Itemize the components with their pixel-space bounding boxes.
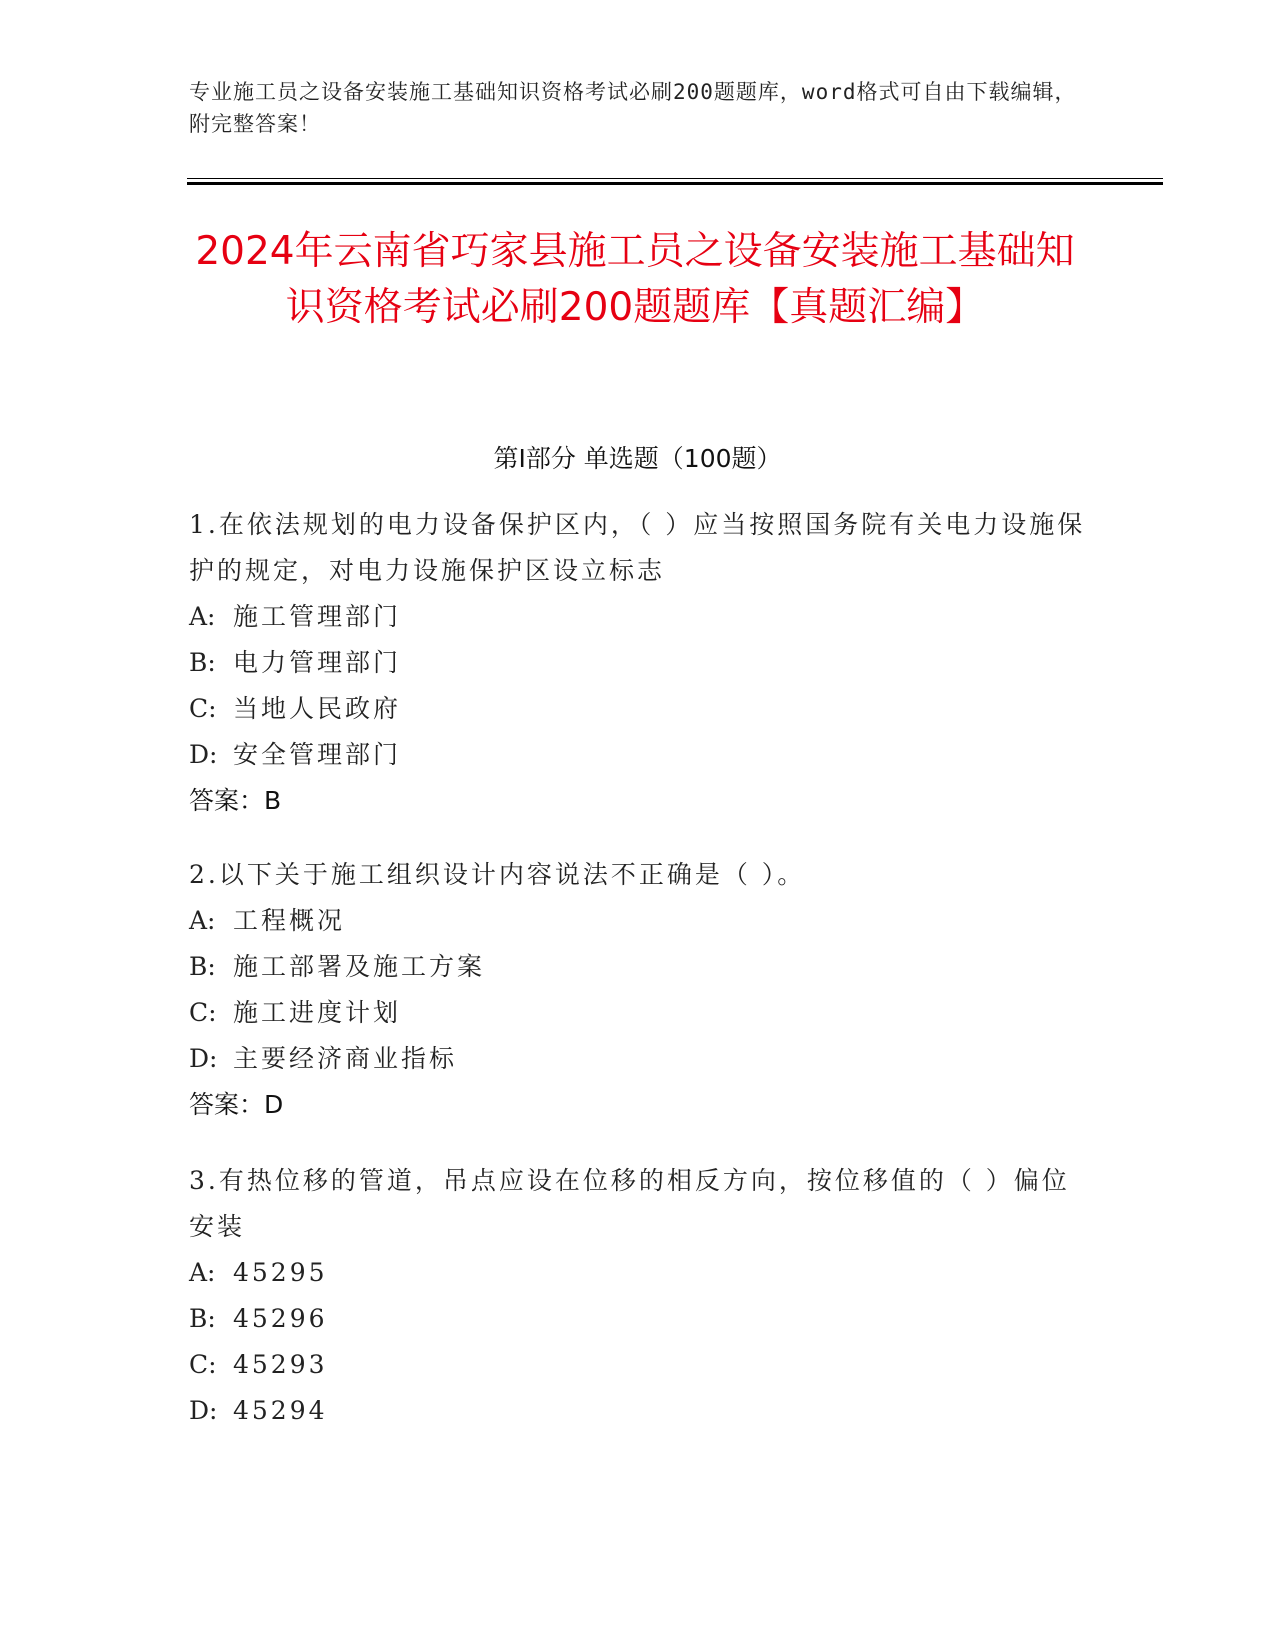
question-text: 3.有热位移的管道，吊点应设在位移的相反方向，按位移值的（ ）偏位安装	[189, 1166, 1070, 1241]
question-1	[189, 502, 1089, 824]
option-letter: A:	[189, 602, 216, 631]
option-text: 45293	[233, 1350, 328, 1379]
option-d	[189, 1388, 1089, 1434]
answer-label: 答案：B	[189, 786, 282, 815]
option-letter: C:	[189, 694, 217, 723]
option-b	[189, 944, 1089, 990]
question-2	[189, 852, 1089, 1128]
option-text: 电力管理部门	[233, 648, 402, 677]
option-c	[189, 1342, 1089, 1388]
option-text: 当地人民政府	[233, 694, 402, 723]
option-text: 45294	[233, 1396, 328, 1425]
option-letter: C:	[189, 1350, 217, 1379]
option-text: 施工进度计划	[233, 998, 402, 1027]
document-title: 2024年云南省巧家县施工员之设备安装施工基础知识资格考试必刷200题题库【真题汇编】	[195, 229, 1075, 330]
option-letter: D:	[189, 1044, 218, 1073]
option-a	[189, 594, 1089, 640]
option-d	[189, 1036, 1089, 1082]
option-letter: A:	[189, 1258, 216, 1287]
question-3	[189, 1158, 1089, 1434]
question-text: 2.以下关于施工组织设计内容说法不正确是（ ）。	[189, 860, 806, 889]
option-text: 主要经济商业指标	[233, 1044, 458, 1073]
option-letter: D:	[189, 1396, 218, 1425]
option-text: 45296	[233, 1304, 328, 1333]
option-a	[189, 898, 1089, 944]
option-c	[189, 686, 1089, 732]
question-text: 1.在依法规划的电力设备保护区内，（ ）应当按照国务院有关电力设施保护的规定，对电力设施保护区设立标志	[189, 510, 1086, 585]
section-title: 第I部分 单选题（100题）	[493, 444, 782, 473]
option-letter: B:	[189, 648, 216, 677]
option-text: 工程概况	[233, 906, 346, 935]
header-note: 专业施工员之设备安装施工基础知识资格考试必刷200题题库，word格式可自由下载编辑，附完整答案！	[189, 80, 1077, 136]
option-letter: C:	[189, 998, 217, 1027]
option-text: 施工部署及施工方案	[233, 952, 486, 981]
option-letter: B:	[189, 1304, 216, 1333]
option-b	[189, 640, 1089, 686]
option-text: 安全管理部门	[233, 740, 402, 769]
option-letter: A:	[189, 906, 216, 935]
header-divider-thick	[187, 182, 1163, 185]
option-b	[189, 1296, 1089, 1342]
header-divider-thin	[187, 178, 1163, 179]
option-a	[189, 1250, 1089, 1296]
option-letter: D:	[189, 740, 218, 769]
option-letter: B:	[189, 952, 216, 981]
option-d	[189, 732, 1089, 778]
option-text: 45295	[233, 1258, 328, 1287]
option-c	[189, 990, 1089, 1036]
option-text: 施工管理部门	[233, 602, 402, 631]
answer-label: 答案：D	[189, 1090, 284, 1119]
